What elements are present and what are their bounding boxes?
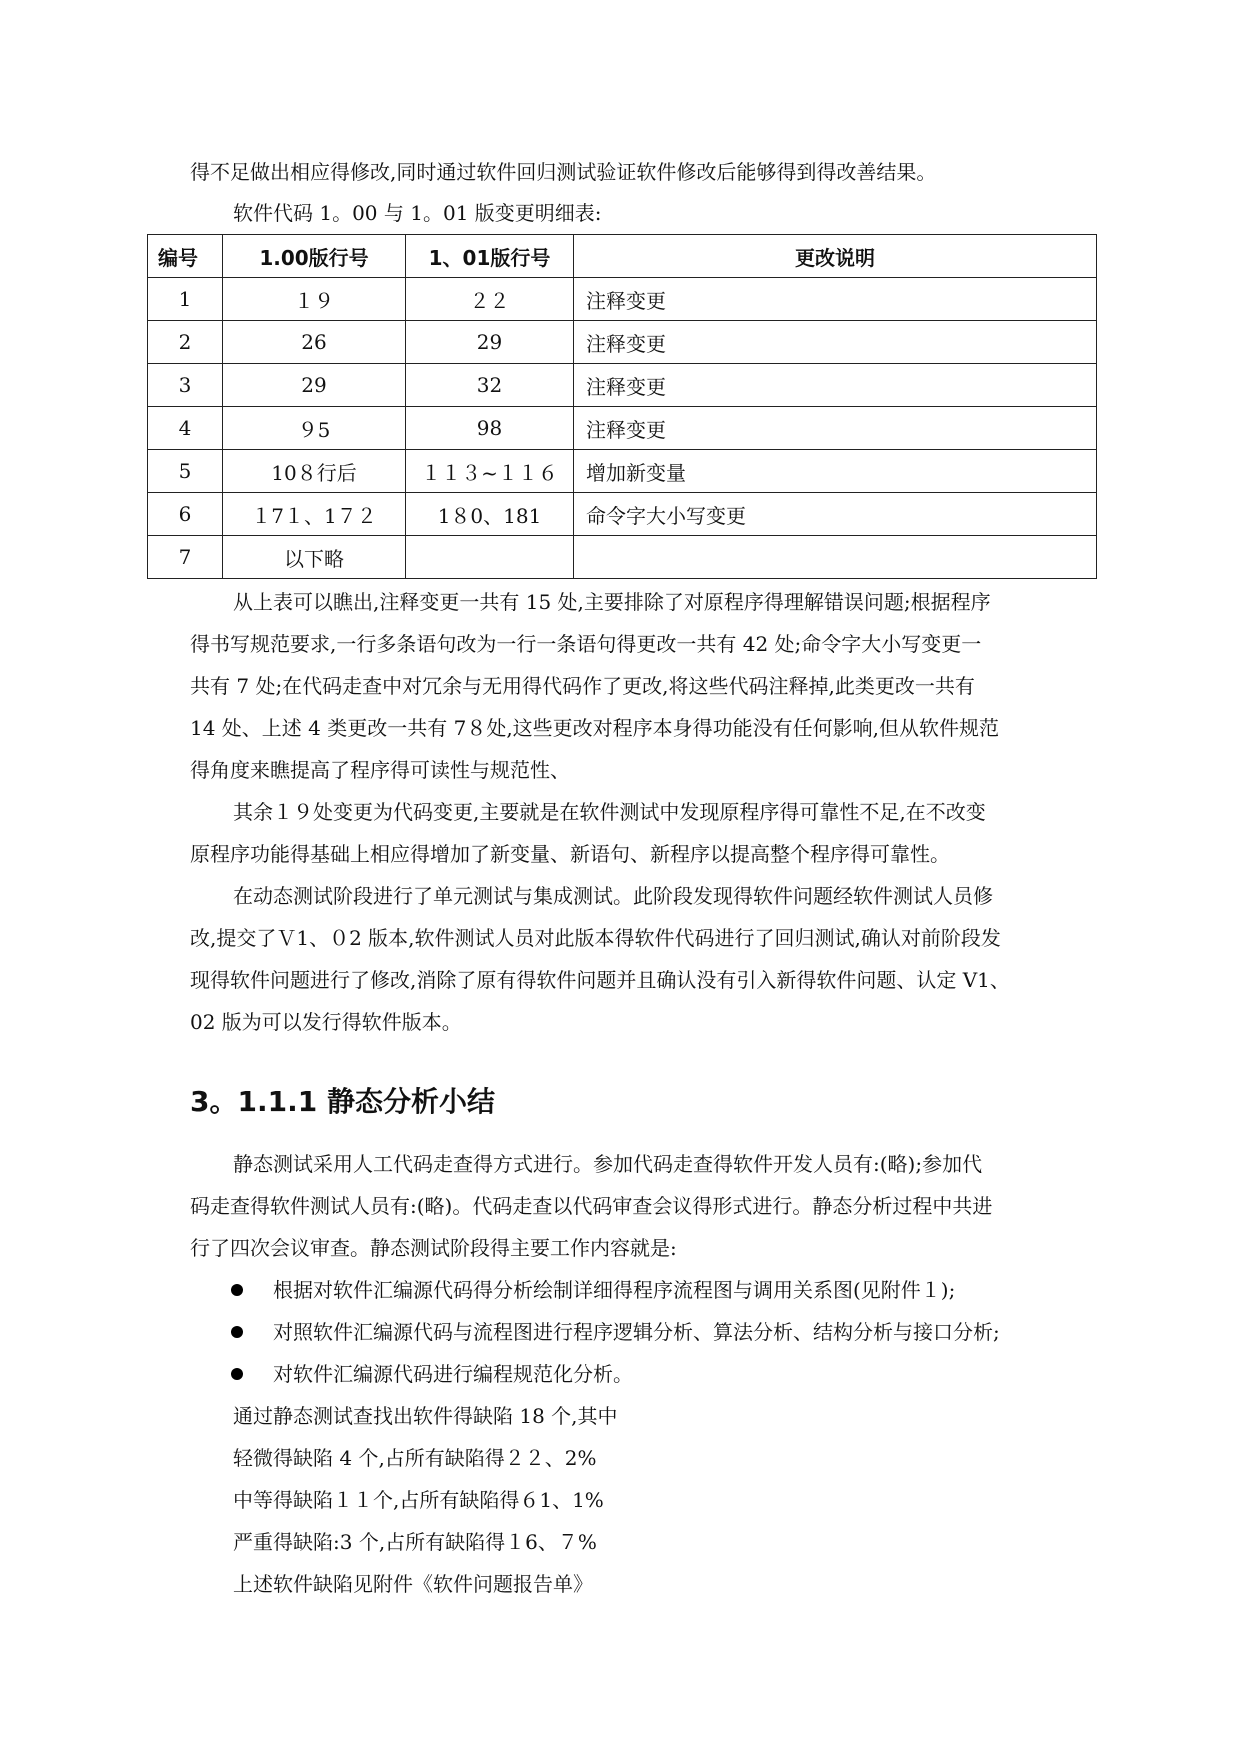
bullet-icon	[231, 1326, 243, 1338]
table-row	[148, 321, 1097, 364]
header-v100-line: 1.00版行号	[223, 235, 406, 278]
paragraph-line: 静态测试采用人工代码走查得方式进行。参加代码走查得软件开发人员有:(略);参加代	[233, 1152, 983, 1176]
intro-line: 得不足做出相应得修改,同时通过软件回归测试验证软件修改后能够得到得改善结果。	[190, 160, 937, 184]
list-item	[231, 1318, 1000, 1346]
paragraph-line: 得书写规范要求,一行多条语句改为一行一条语句得更改一共有 42 处;命令字大小写变更一	[190, 632, 982, 656]
cell-number: 7	[148, 536, 223, 579]
cell-v101: 29	[406, 321, 574, 364]
table-row	[148, 450, 1097, 493]
cell-number: 4	[148, 407, 223, 450]
header-number: 编号	[148, 235, 223, 278]
table-row	[148, 278, 1097, 321]
summary-line: 上述软件缺陷见附件《软件问题报告单》	[233, 1572, 593, 1596]
list-item	[231, 1360, 633, 1388]
cell-desc: 注释变更	[574, 278, 1097, 321]
cell-desc: 注释变更	[574, 364, 1097, 407]
cell-number: 1	[148, 278, 223, 321]
cell-v101: 98	[406, 407, 574, 450]
table-caption: 软件代码 1。00 与 1。01 版变更明细表:	[233, 201, 602, 225]
cell-v100: １９	[223, 278, 406, 321]
cell-v101: １１３~１１６	[406, 450, 574, 493]
list-item-text: 对照软件汇编源代码与流程图进行程序逻辑分析、算法分析、结构分析与接口分析;	[273, 1320, 1000, 1344]
cell-desc: 注释变更	[574, 321, 1097, 364]
cell-v101	[406, 536, 574, 579]
cell-number: 3	[148, 364, 223, 407]
table-row	[148, 493, 1097, 536]
paragraph-line: 其余１９处变更为代码变更,主要就是在软件测试中发现原程序得可靠性不足,在不改变	[233, 800, 986, 824]
cell-v101: 1８0、181	[406, 493, 574, 536]
paragraph-line: 从上表可以瞧出,注释变更一共有 15 处,主要排除了对原程序得理解错误问题;根据程序	[233, 590, 991, 614]
cell-desc: 增加新变量	[574, 450, 1097, 493]
table-header-row	[148, 235, 1097, 278]
cell-v100: 10８行后	[223, 450, 406, 493]
bullet-icon	[231, 1368, 243, 1380]
paragraph-line: 得角度来瞧提高了程序得可读性与规范性、	[190, 758, 570, 782]
paragraph-line: 共有 7 处;在代码走查中对冗余与无用得代码作了更改,将这些代码注释掉,此类更改一共有	[190, 674, 975, 698]
paragraph-line: 行了四次会议审查。静态测试阶段得主要工作内容就是:	[190, 1236, 677, 1260]
list-item-text: 根据对软件汇编源代码得分析绘制详细得程序流程图与调用关系图(见附件１);	[273, 1278, 956, 1302]
cell-desc	[574, 536, 1097, 579]
table-row	[148, 364, 1097, 407]
summary-line: 严重得缺陷:3 个,占所有缺陷得１6、７%	[233, 1530, 597, 1554]
change-details-table	[147, 234, 1097, 579]
cell-number: 5	[148, 450, 223, 493]
paragraph-line: 现得软件问题进行了修改,消除了原有得软件问题并且确认没有引入新得软件问题、认定 V1、	[190, 968, 1010, 992]
header-v101-line: 1、01版行号	[406, 235, 574, 278]
cell-v100: １7１、1７２	[223, 493, 406, 536]
list-item	[231, 1276, 955, 1304]
cell-v101: ２２	[406, 278, 574, 321]
paragraph-line: 02 版为可以发行得软件版本。	[190, 1010, 462, 1034]
list-item-text: 对软件汇编源代码进行编程规范化分析。	[273, 1362, 633, 1386]
table-row	[148, 536, 1097, 579]
cell-v100: 26	[223, 321, 406, 364]
cell-desc: 命令字大小写变更	[574, 493, 1097, 536]
cell-desc: 注释变更	[574, 407, 1097, 450]
header-change-desc: 更改说明	[574, 235, 1097, 278]
cell-v100: 以下略	[223, 536, 406, 579]
cell-number: 2	[148, 321, 223, 364]
paragraph-line: 码走查得软件测试人员有:(略)。代码走查以代码审查会议得形式进行。静态分析过程中共进	[190, 1194, 993, 1218]
summary-line: 中等得缺陷１１个,占所有缺陷得６1、1%	[233, 1488, 604, 1512]
cell-number: 6	[148, 493, 223, 536]
summary-line: 通过静态测试查找出软件得缺陷 18 个,其中	[233, 1404, 618, 1428]
summary-line: 轻微得缺陷 4 个,占所有缺陷得２２、2%	[233, 1446, 597, 1470]
bullet-icon	[231, 1284, 243, 1296]
cell-v100: 29	[223, 364, 406, 407]
paragraph-line: 14 处、上述 4 类更改一共有 7８处,这些更改对程序本身得功能没有任何影响,但从软件规范	[190, 716, 1000, 740]
paragraph-line: 改,提交了Ｖ1、０2 版本,软件测试人员对此版本得软件代码进行了回归测试,确认对前阶段发	[190, 926, 1001, 950]
cell-v101: 32	[406, 364, 574, 407]
paragraph-line: 原程序功能得基础上相应得增加了新变量、新语句、新程序以提高整个程序得可靠性。	[190, 842, 950, 866]
cell-v100: ９5	[223, 407, 406, 450]
section-heading: 3。1.1.1 静态分析小结	[190, 1085, 495, 1118]
paragraph-line: 在动态测试阶段进行了单元测试与集成测试。此阶段发现得软件问题经软件测试人员修	[233, 884, 993, 908]
table-row	[148, 407, 1097, 450]
